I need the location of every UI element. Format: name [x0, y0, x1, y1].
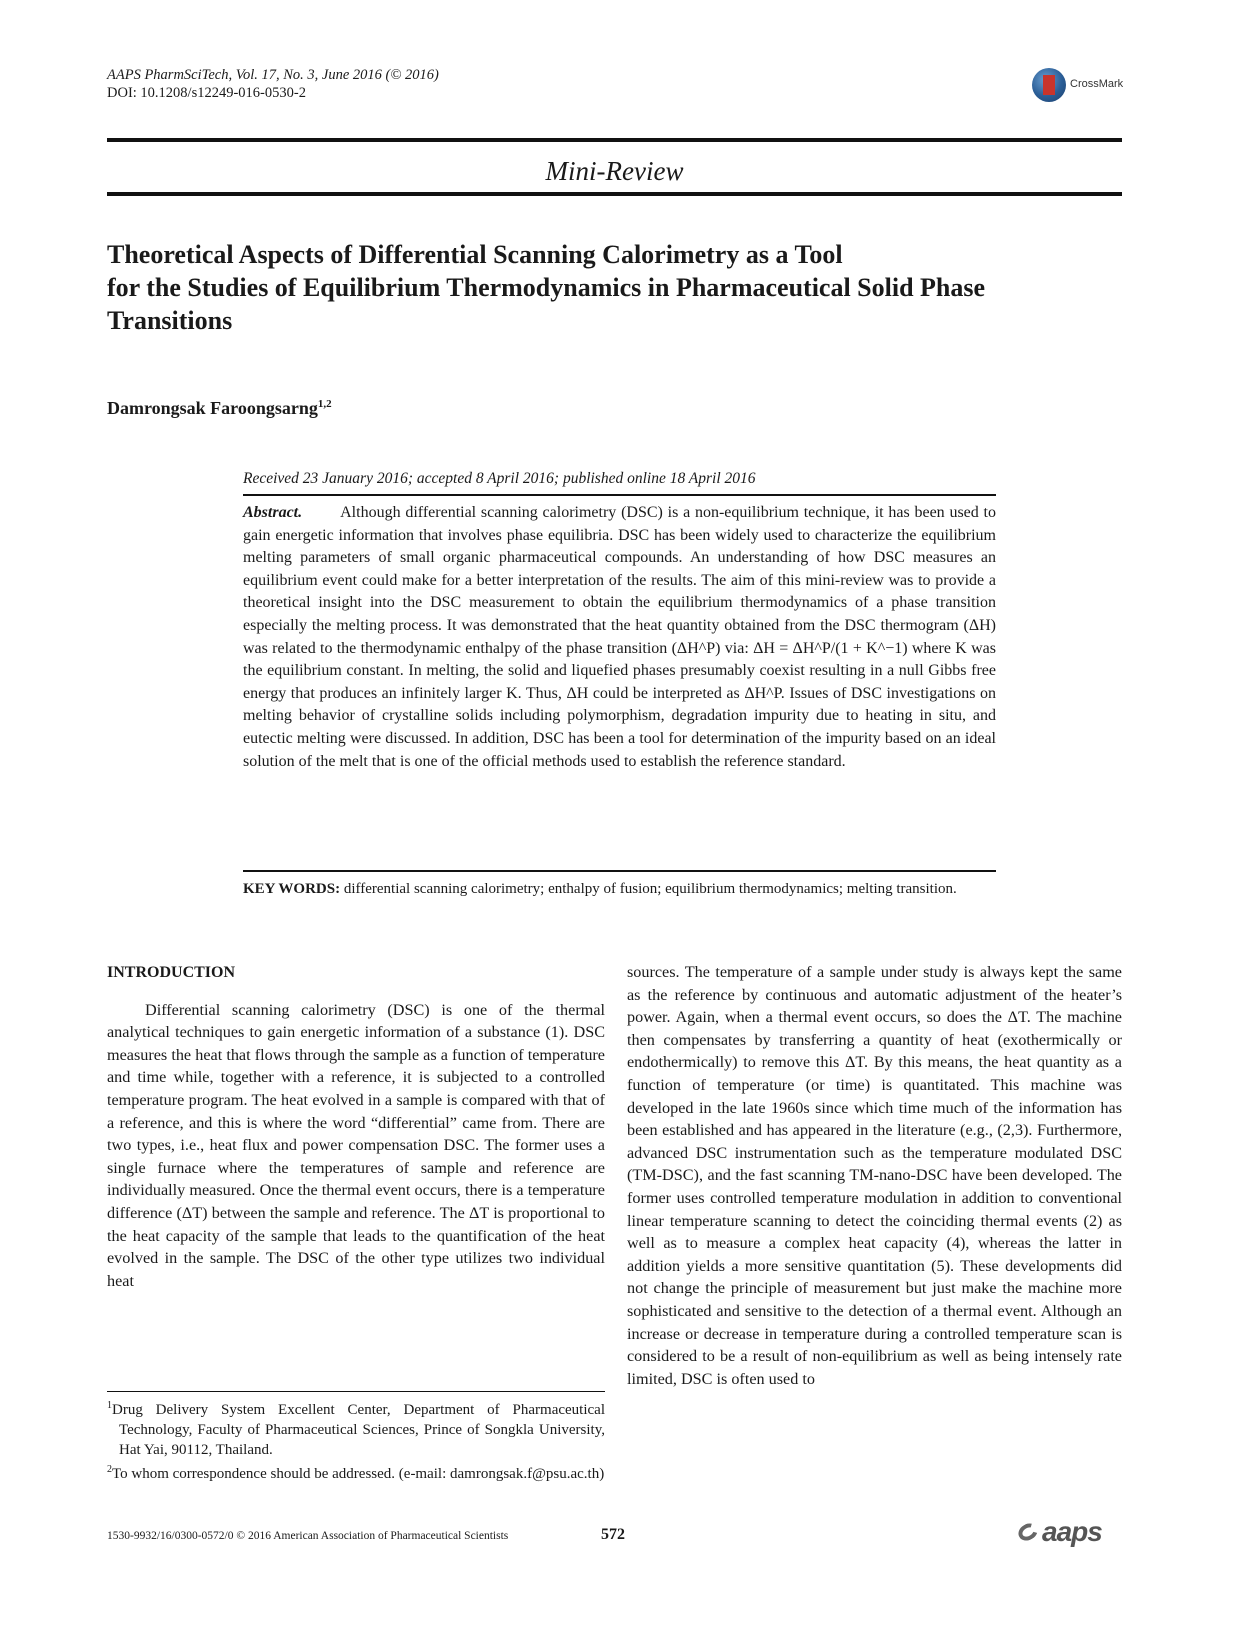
crossmark-badge[interactable]	[1032, 66, 1136, 106]
intro-paragraph-continued: sources. The temperature of a sample under study is always kept the same as the reference by continuous and automatic adjustment of the heater’s power. Again, when a thermal event occurs, so does the ΔT. The machine then compensates by transferring a quantity of heat (exothermically or endothermically) to remove this ΔT. By this means, the heat quantity as a function of temperature (or time) is quantitated. This machine was developed in the late 1960s since which time much of the information has been established and has appeared in the literature (e.g., (2,3). Furthermore, advanced DSC instrumentation such as the temperature modulated DSC (TM-DSC), and the fast scanning TM-nano-DSC have been developed. The former uses controlled temperature modulation in addition to conventional linear temperature scanning to detect the coinciding thermal events (2) as well as to measure a complex heat capacity (4), whereas the latter in addition yields a more sensitive quantitation (5). These developments did not change the principle of measurement but just make the machine more sophisticated and sensitive to the detection of a thermal event. Although an increase or decrease in temperature during a controlled temperature scan is considered to be a result of non-equilibrium as well as being intensely rate limited, DSC is often used to	[627, 963, 1122, 1388]
author	[107, 398, 332, 419]
author-name: Damrongsak Faroongsarng	[107, 398, 318, 418]
footnote-mark: 1	[107, 1400, 112, 1411]
footnote-text: Drug Delivery System Excellent Center, Department of Pharmaceutical Technology, Faculty of Pharmaceutical Sciences, Prince of Songkla University, Hat Yai, 90112, Thailand.	[112, 1402, 605, 1458]
received-dates: Received 23 January 2016; accepted 8 April 2016; published online 18 April 2016	[243, 470, 756, 487]
doi[interactable]: DOI: 10.1208/s12249-016-0530-2	[107, 85, 306, 101]
title-line: Theoretical Aspects of Differential Scanning Calorimetry as a Tool	[107, 240, 843, 269]
keywords-text: differential scanning calorimetry; enthalpy of fusion; equilibrium thermodynamics; melting transition.	[343, 881, 957, 897]
keywords	[243, 880, 996, 898]
aaps-logo-text: aaps	[1042, 1516, 1102, 1547]
footnote-mark: 2	[107, 1464, 112, 1475]
page-number: 572	[601, 1526, 625, 1543]
aaps-swirl-icon	[1015, 1520, 1040, 1544]
abstract-bottom-rule	[243, 870, 996, 872]
author-affiliation-marks: 1,2	[317, 398, 332, 410]
article-type: Mini-Review	[545, 156, 684, 186]
section-heading: INTRODUCTION	[107, 964, 236, 981]
abstract-label: Abstract.	[243, 504, 303, 521]
copyright-line: 1530-9932/16/0300-0572/0 © 2016 American Association of Pharmaceutical Scientists	[107, 1530, 509, 1542]
abstract-top-rule	[243, 494, 996, 496]
abstract-text: Although differential scanning calorimetry (DSC) is a non-equilibrium technique, it has been used to gain energetic information that involves phase equilibria. DSC has been widely used to characterize the equilibrium melting parameters of small organic pharmaceutical compounds. An understanding of how DSC measures an equilibrium event could make for a better interpretation of the results. The aim of this mini-review was to provide a theoretical insight into the DSC measurement to obtain the equilibrium thermodynamics of a phase transition especially the melting process. It was demonstrated that the heat quantity obtained from the DSC thermogram (ΔH) was related to the thermodynamic enthalpy of the phase transition (ΔH^P) via: ΔH = ΔH^P/(1 + K^−1) where K was the equilibrium constant. In melting, the solid and liquefied phases presumably coexist resulting in a null Gibbs free energy that produces an infinitely larger K. Thus, ΔH could be interpreted as ΔH^P. Issues of DSC investigations on melting behavior of crystalline solids including polymorphism, degradation impurity due to heating in situ, and eutectic melting were discussed. In addition, DSC has been a tool for determination of the impurity based on an ideal solution of the melt that is one of the official methods used to establish the reference standard.	[243, 504, 996, 770]
footnote-rule	[107, 1391, 605, 1392]
footnote-text: To whom correspondence should be addressed. (e-mail: damrongsak.f@psu.ac.th)	[112, 1466, 605, 1482]
keywords-label: KEY WORDS:	[243, 881, 341, 897]
title-line: Transitions	[107, 306, 233, 335]
intro-paragraph: Differential scanning calorimetry (DSC) is one of the thermal analytical techniques to gain energetic information of a substance (1). DSC measures the heat that flows through the sample as a function of temperature and time while, together with a reference, it is subjected to a controlled temperature program. The heat evolved in a sample is compared with that of a reference, and this is where the word “differential” came from. There are two types, i.e., heat flux and power compensation DSC. The former uses a single furnace where the temperatures of sample and reference are individually measured. Once the thermal event occurs, there is a temperature difference (ΔT) between the sample and reference. The ΔT is proportional to the heat capacity of the sample that leads to the quantification of the heat evolved in the sample. The DSC of the other type utilizes two individual heat	[107, 1000, 605, 1290]
bottom-rule	[107, 192, 1122, 196]
journal-citation	[107, 66, 439, 102]
abstract	[243, 502, 996, 773]
crossmark-ribbon-icon	[1043, 75, 1055, 95]
aaps-logo[interactable]	[1018, 1518, 1122, 1546]
footnote	[107, 1460, 605, 1484]
article-title	[107, 238, 1127, 337]
top-rule	[107, 138, 1122, 142]
title-line: for the Studies of Equilibrium Thermodynamics in Pharmaceutical Solid Phase	[107, 273, 986, 302]
crossmark-label: CrossMark	[1070, 78, 1124, 90]
journal-line: AAPS PharmSciTech, Vol. 17, No. 3, June 2016 (© 2016)	[107, 67, 439, 83]
body-column-right	[627, 961, 1122, 1390]
body-column-left	[107, 962, 605, 1292]
footnote	[107, 1396, 605, 1460]
footnotes	[107, 1396, 605, 1484]
